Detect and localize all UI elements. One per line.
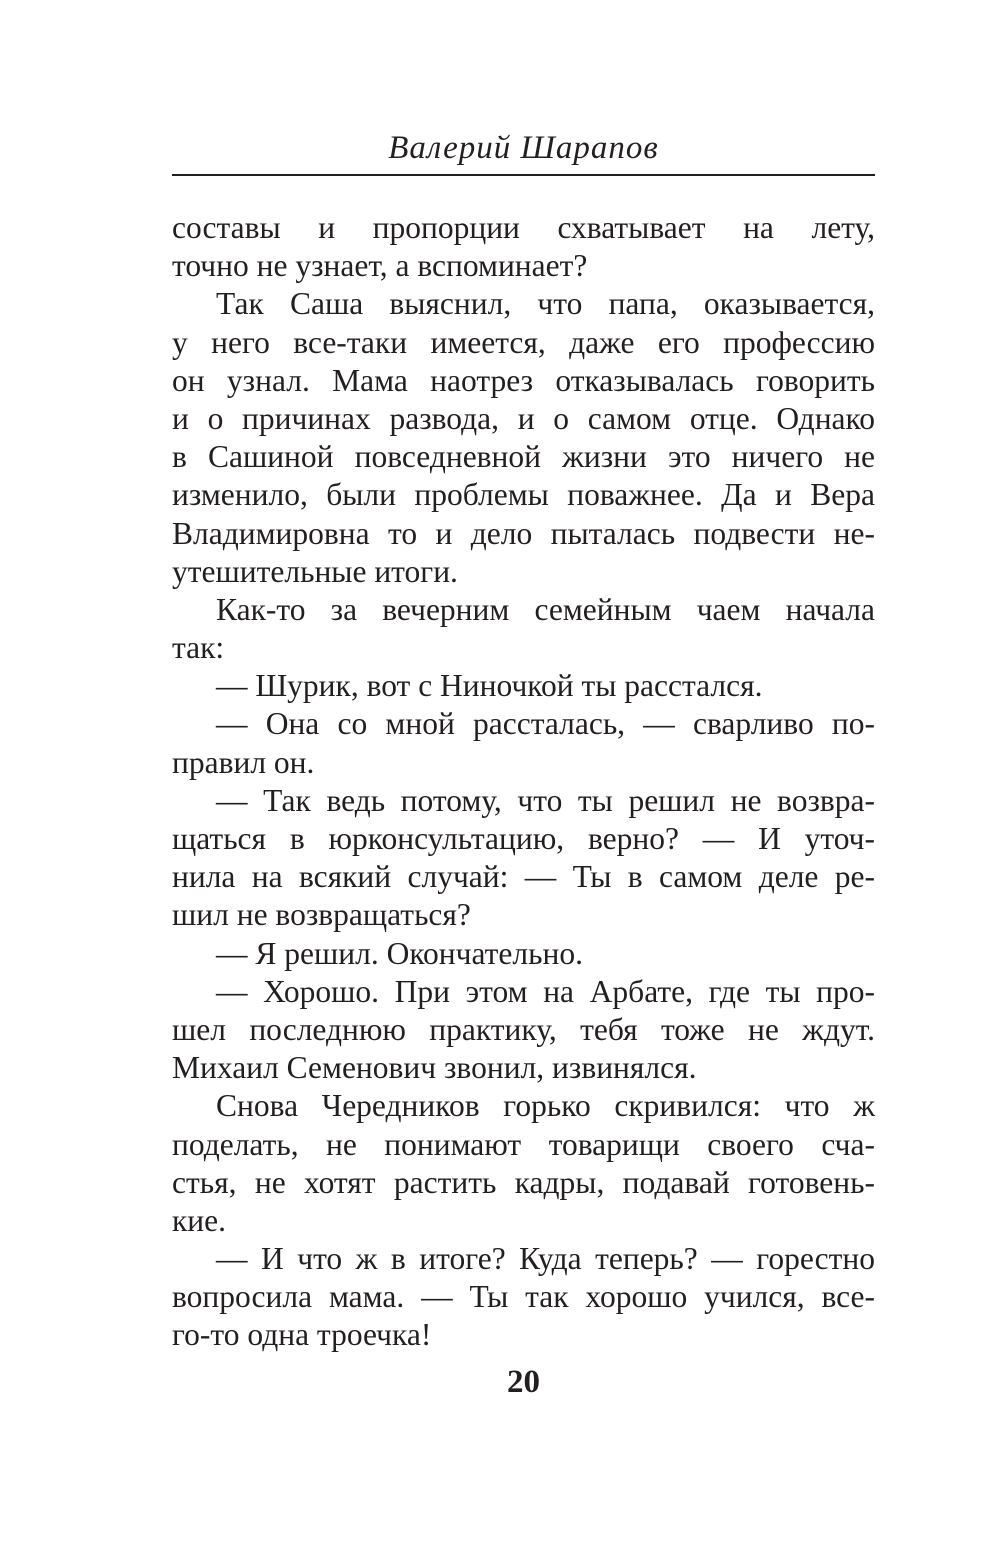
text-line: — Она со мной рассталась, — сварливо по- bbox=[216, 706, 875, 742]
text-line: шил не возвращаться? bbox=[172, 897, 471, 933]
text-line: щаться в юрконсультацию, верно? — И уточ- bbox=[172, 821, 875, 856]
text-line: стья, не хотят растить кадры, подавай готовень- bbox=[172, 1164, 875, 1200]
page-number: 20 bbox=[507, 1364, 540, 1400]
header-rule bbox=[172, 174, 875, 176]
text-line: Так Саша выяснил, что папа, оказывается, bbox=[216, 286, 875, 322]
text-line: и о причинах развода, и о самом отце. Однако bbox=[172, 400, 875, 436]
text-line: утешительные итоги. bbox=[172, 553, 458, 589]
text-line: кие. bbox=[172, 1202, 227, 1238]
text-line: Как-то за вечерним семейным чаем начала bbox=[216, 591, 875, 627]
text-line: го-то одна троечка! bbox=[172, 1317, 432, 1353]
text-line: — И что ж в итоге? Куда теперь? — горестно bbox=[216, 1241, 875, 1277]
text-line: так: bbox=[172, 630, 225, 666]
text-line: Снова Чередников горько скривился: что ж bbox=[216, 1088, 875, 1124]
text-line: составы и пропорции схватывает на лету, bbox=[172, 210, 875, 245]
text-line: — Шурик, вот с Ниночкой ты расстался. bbox=[216, 668, 763, 704]
running-head-title: Валерий Шарапов bbox=[388, 130, 659, 166]
text-line: поделать, не понимают товарищи своего сча- bbox=[172, 1126, 875, 1162]
text-line: у него все-таки имеется, даже его профессию bbox=[172, 324, 875, 360]
text-line: вопросила мама. — Ты так хорошо учился, все- bbox=[172, 1279, 875, 1315]
text-line: в Сашиной повседневной жизни это ничего не bbox=[172, 439, 875, 475]
text-line: правил он. bbox=[172, 744, 315, 780]
text-line: — Я решил. Окончательно. bbox=[216, 935, 583, 971]
text-line: нила на всякий случай: — Ты в самом деле ре- bbox=[172, 859, 875, 895]
text-line: точно не узнает, а вспоминает? bbox=[172, 248, 588, 284]
text-line: Михаил Семенович звонил, извинялся. bbox=[172, 1050, 697, 1086]
text-line: изменило, были проблемы поважнее. Да и Вера bbox=[172, 477, 875, 513]
body-text bbox=[172, 209, 875, 1355]
text-line: — Так ведь потому, что ты решил не возвра- bbox=[216, 782, 875, 818]
text-line: Владимировна то и дело пыталась подвести не- bbox=[172, 515, 875, 551]
text-line: — Хорошо. При этом на Арбате, где ты про- bbox=[216, 973, 875, 1009]
text-line: шел последнюю практику, тебя тоже не ждут. bbox=[172, 1011, 875, 1047]
text-line: он узнал. Мама наотрез отказывалась говорить bbox=[172, 362, 875, 398]
